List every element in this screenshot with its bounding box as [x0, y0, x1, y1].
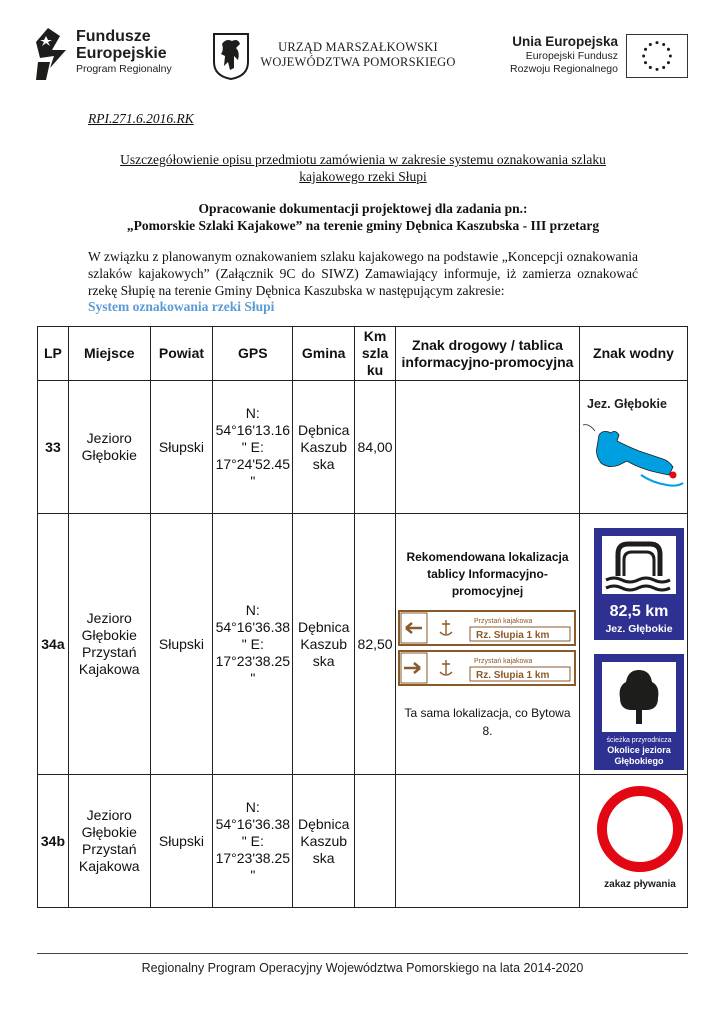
path-name2: Głębokiego — [614, 756, 664, 766]
col-header-gmina: Gmina — [293, 327, 355, 381]
col-header-znak-wodny: Znak wodny — [579, 327, 687, 381]
col-header-powiat: Powiat — [150, 327, 213, 381]
fe-line1: Fundusze — [76, 28, 151, 45]
fe-line3: Program Regionalny — [76, 63, 172, 75]
cell-miejsce: Jezioro Głębokie — [68, 381, 150, 514]
cell-powiat: Słupski — [150, 514, 213, 775]
fe-line2: Europejskie — [76, 45, 167, 62]
recommended-location-title: Rekomendowana lokalizacja tablicy Informacyjno-promocyjnej — [406, 549, 569, 598]
cell-km — [355, 775, 396, 908]
cell-znak-wodny — [579, 775, 687, 908]
sign1-bottom: Rz. Słupia 1 km — [476, 629, 550, 641]
title-line1: Opracowanie dokumentacji projektowej dla zadania pn.: — [198, 201, 528, 216]
no-swimming-sign — [580, 779, 686, 899]
document-reference: RPI.271.6.2016.RK — [88, 111, 194, 126]
cell-miejsce: Jezioro Głębokie Przystań Kajakowa — [68, 775, 150, 908]
blue-lake-label: Jez. Głębokie — [605, 623, 674, 635]
page-header — [0, 18, 725, 88]
page-footer: Regionalny Program Operacyjny Województwa Pomorskiego na lata 2014-2020 — [141, 961, 584, 975]
cell-gps: N: 54°16'36.38 " E: 17°23'38.25 " — [213, 514, 293, 775]
title-line2: „Pomorskie Szlaki Kajakowe” na terenie gminy Dębnica Kaszubska - III przetarg — [126, 218, 600, 233]
sign1-top: Przystań kajakowa — [474, 617, 533, 625]
cell-znak-wodny — [579, 381, 687, 514]
lake-map-label: Jez. Głębokie — [587, 397, 668, 411]
document-subject: Uszczegółowienie opisu przedmiotu zamówienia w zakresie systemu oznakowania szlaku kajakowego rzeki Słupi — [120, 152, 606, 184]
cell-gmina: Dębnica Kaszub ska — [293, 514, 355, 775]
intro-paragraph: W związku z planowanym oznakowaniem szlaku kajakowego na podstawie „Koncepcji oznakowania szlaków kajakowych” (Załącznik 9C do SIWZ) Zamawiający informuje, iż zamierza oznakować rzekę Słupię na terenie Gminy Dębnica Kaszubska w następującym zakresie: — [88, 249, 638, 298]
footer-divider — [37, 953, 688, 954]
cell-znak-drogowy — [396, 775, 580, 908]
section-heading: System oznakowania rzeki Słupi — [88, 299, 275, 314]
no-swimming-label: zakaz pływania — [604, 879, 677, 890]
unia-europejska-logo — [500, 34, 695, 84]
table-row — [38, 514, 688, 775]
document-title — [88, 200, 638, 234]
blue-water-signs — [580, 514, 686, 770]
urzad-marszalkowski-logo — [212, 32, 472, 82]
lake-map-icon — [581, 385, 685, 505]
cell-lp: 33 — [38, 381, 69, 514]
col-header-lp: LP — [38, 327, 69, 381]
same-location-note: Ta sama lokalizacja, co Bytowa 8. — [404, 705, 571, 738]
path-name1: Okolice jeziora — [607, 745, 672, 755]
cell-km: 84,00 — [355, 381, 396, 514]
direction-sign-left — [398, 610, 576, 646]
cell-znak-drogowy — [396, 514, 580, 775]
ue-line3: Rozwoju Regionalnego — [510, 63, 618, 75]
cell-gps: N: 54°16'36.38 " E: 17°23'38.25 " — [213, 775, 293, 908]
ue-line2: Europejski Fundusz — [525, 50, 618, 62]
eu-flag-icon — [626, 34, 688, 78]
um-line1: URZĄD MARSZAŁKOWSKI — [278, 40, 438, 54]
blue-km-label: 82,5 km — [610, 603, 669, 620]
sign2-top: Przystań kajakowa — [474, 657, 533, 665]
col-header-km: Km szla ku — [355, 327, 396, 381]
cell-gps: N: 54°16'13.16 " E: 17°24'52.45 " — [213, 381, 293, 514]
um-line2: WOJEWÓDZTWA POMORSKIEGO — [260, 55, 456, 69]
cell-znak-drogowy — [396, 381, 580, 514]
prohibition-circle-icon — [602, 791, 678, 867]
col-header-znak-drogowy: Znak drogowy / tablica informacyjno-promocyjna — [396, 327, 580, 381]
cell-znak-wodny — [579, 514, 687, 775]
col-header-miejsce: Miejsce — [68, 327, 150, 381]
griffin-crest-icon — [212, 32, 250, 80]
path-label: ścieżka przyrodnicza — [606, 737, 672, 744]
cell-powiat: Słupski — [150, 775, 213, 908]
cell-gmina: Dębnica Kaszub ska — [293, 381, 355, 514]
sign2-bottom: Rz. Słupia 1 km — [476, 669, 550, 681]
table-header-row — [38, 327, 688, 381]
cell-miejsce: Jezioro Głębokie Przystań Kajakowa — [68, 514, 150, 775]
direction-sign-right — [398, 650, 576, 686]
table-row — [38, 381, 688, 514]
cell-gmina: Dębnica Kaszub ska — [293, 775, 355, 908]
col-header-gps: GPS — [213, 327, 293, 381]
cell-lp: 34a — [38, 514, 69, 775]
fundusze-europejskie-logo — [36, 26, 176, 84]
signage-table — [37, 326, 688, 908]
fe-star-icon — [36, 28, 68, 80]
cell-powiat: Słupski — [150, 381, 213, 514]
table-row — [38, 775, 688, 908]
ue-line1: Unia Europejska — [512, 34, 618, 49]
cell-km: 82,50 — [355, 514, 396, 775]
cell-lp: 34b — [38, 775, 69, 908]
